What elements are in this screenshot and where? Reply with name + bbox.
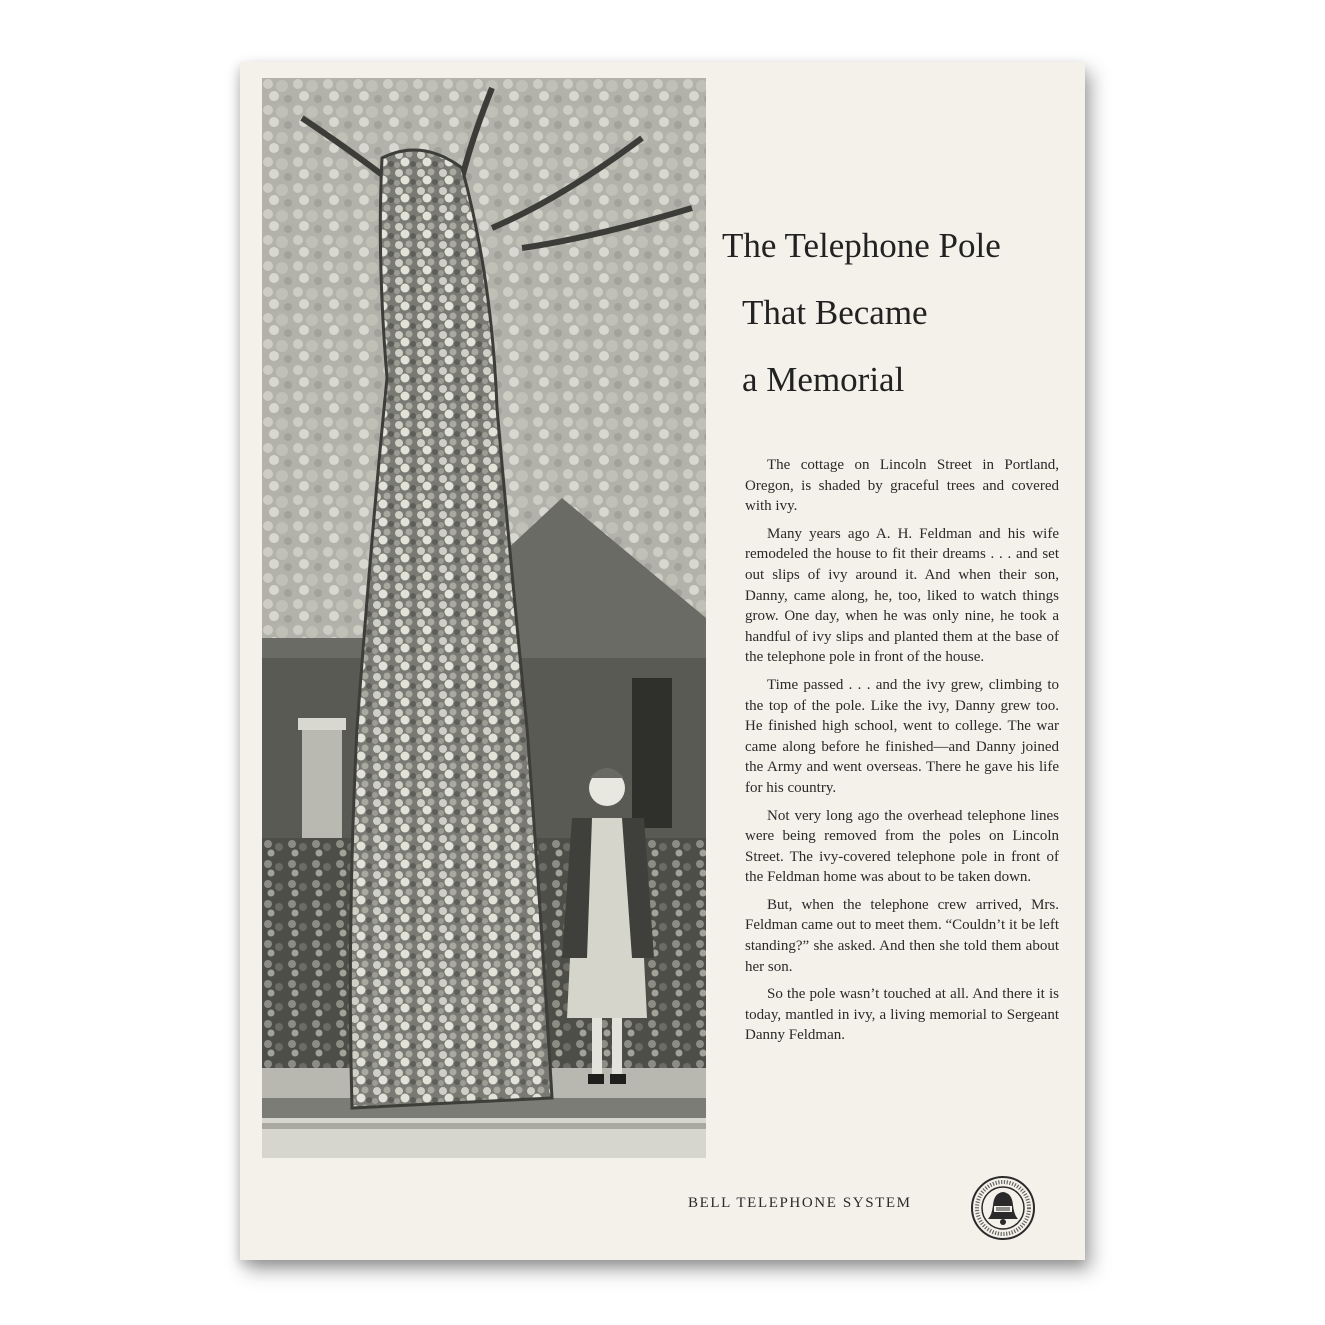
bell-system-logo-icon xyxy=(970,1175,1036,1241)
advertisement-page xyxy=(240,62,1085,1260)
body-copy xyxy=(745,455,1059,1053)
paragraph: Many years ago A. H. Feldman and his wife remodeled the house to fit their dreams . . . and set out slips of ivy around it. And when their son, Danny, came along, he, too, liked to watch things grow. One day, when he was only nine, he took a handful of ivy slips and planted them at the base of the telephone pole in front of the house. xyxy=(745,525,1059,666)
company-signature: BELL TELEPHONE SYSTEM xyxy=(688,1195,912,1211)
ivy-covered-pole-photo xyxy=(262,78,706,1158)
headline xyxy=(720,212,1070,413)
paragraph: Not very long ago the overhead telephone lines were being removed from the poles on Lincoln Street. The ivy-covered telephone pole in front of the Feldman home was about to be taken down. xyxy=(745,807,1059,886)
paragraph: But, when the telephone crew arrived, Mrs. Feldman came out to meet them. “Couldn’t it be left standing?” she asked. And then she told them about her son. xyxy=(745,896,1059,975)
headline-line-2: That Became xyxy=(742,293,928,332)
paragraph: The cottage on Lincoln Street in Portland, Oregon, is shaded by graceful trees and covered with ivy. xyxy=(745,457,1059,515)
paragraph: Time passed . . . and the ivy grew, climbing to the top of the pole. Like the ivy, Danny grew too. He finished high school, went to college. The war came along before he finished—and Danny joined the Army and went overseas. There he gave his life for his country. xyxy=(745,676,1059,796)
headline-line-3: a Memorial xyxy=(742,360,905,399)
paragraph: So the pole wasn’t touched at all. And there it is today, mantled in ivy, a living memorial to Sergeant Danny Feldman. xyxy=(745,986,1059,1044)
headline-line-1: The Telephone Pole xyxy=(722,226,1001,265)
